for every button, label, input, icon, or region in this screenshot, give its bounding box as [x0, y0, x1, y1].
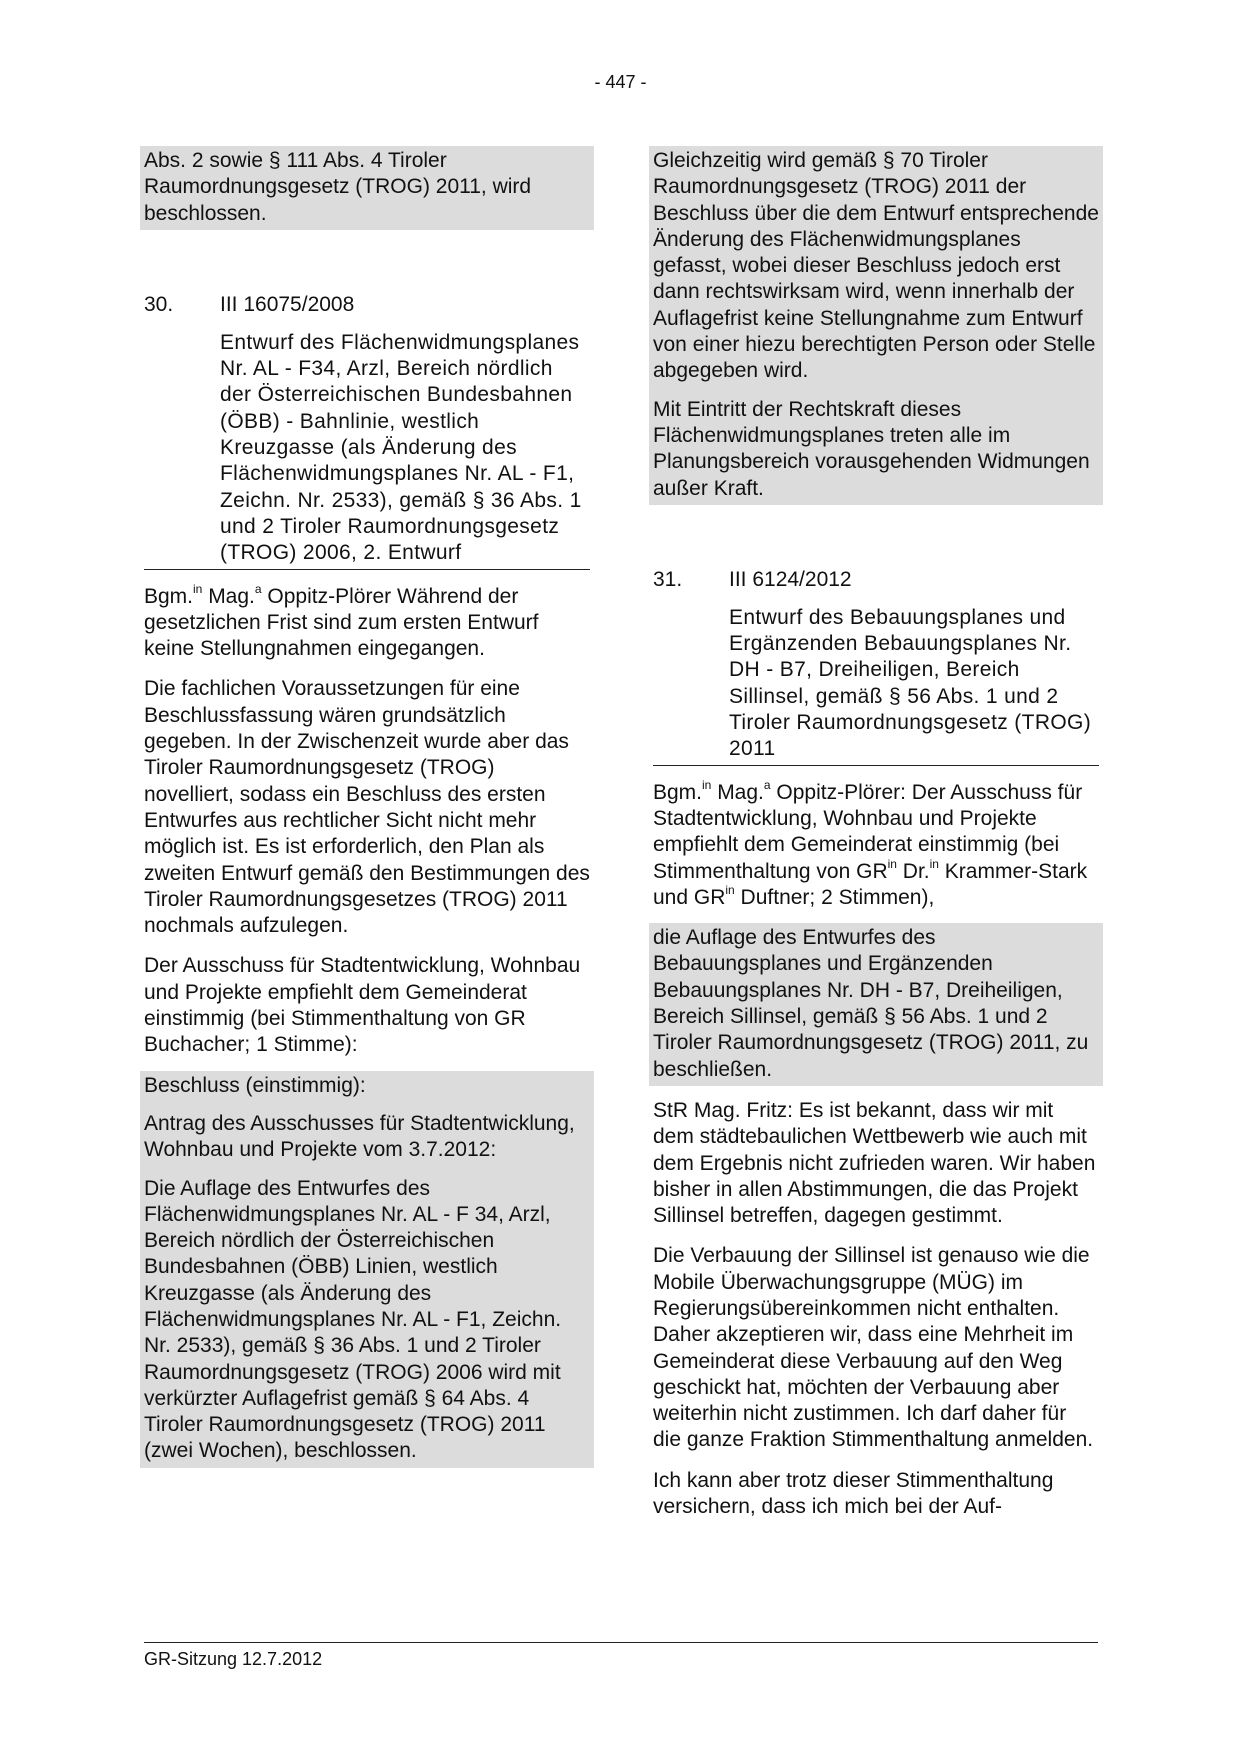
- body-paragraph: Ich kann aber trotz dieser Stimmenthaltung versichern, dass ich mich bei der Auf-: [653, 1468, 1054, 1519]
- resolution-motion: Antrag des Ausschusses für Stadtentwicklung, Wohnbau und Projekte vom 3.7.2012:: [144, 1111, 575, 1162]
- item-reference: III 6124/2012: [729, 567, 852, 591]
- motion-text: die Auflage des Entwurfes des Bebauungsplanes und Ergänzenden Bebauungsplanes Nr. DH - B7, Dreiheiligen, Bereich Sillinsel, gemäß § 56 Abs. 1 und 2 Tiroler Raumordnungsgesetz (TROG) 2011, zu beschließen.: [653, 926, 1089, 1081]
- intro-resolution-block: [140, 146, 594, 230]
- speaker-paragraph: Bgm.$^{in}$ Mag.$^a$ Oppitz-Plörer: Der Ausschuss für Stadtentwicklung, Wohnbau und Projekte empfiehlt dem Gemeinderat einstimmig (bei Stimmenthaltung von $GR^{in}$ Dr.$^{in}$ Krammer-Stark und $GR^{in}$ Duftner; 2 Stimmen),: [653, 777, 1088, 909]
- resolution-paragraph: Gleichzeitig wird gemäß § 70 Tiroler Raumordnungsgesetz (TROG) 2011 der Beschluss über die dem Entwurf entsprechende Änderung des Flächenwidmungsplanes gefasst, wobei dieser Beschluss jedoch erst dann rechtswirksam wird, wenn innerhalb der Auflagefrist keine Stellungnahme zum Entwurf von einer hiezu berechtigten Person oder Stelle abgegeben wird.: [653, 149, 1099, 383]
- item-number: 31.: [653, 567, 683, 591]
- item-number: 30.: [144, 292, 174, 316]
- resolution-title: Beschluss (einstimmig):: [144, 1073, 366, 1097]
- item-title: Entwurf des Flächenwidmungsplanes Nr. AL - F34, Arzl, Bereich nördlich der Österreichischen Bundesbahnen (ÖBB) - Bahnlinie, westlich Kreuzgasse (als Änderung des Flächenwidmungsplanes Nr. AL - F1, Zeichn. Nr. 2533), gemäß § 36 Abs. 1 und 2 Tiroler Raumordnungsgesetz (TROG) 2006, 2. Entwurf: [220, 330, 582, 565]
- speaker-paragraph: Bgm.$^{in}$ Mag.$^a$ Oppitz-Plörer Während der gesetzlichen Frist sind zum ersten Entwurf keine Stellungnahmen eingegangen.: [144, 581, 539, 661]
- motion-block: [649, 923, 1103, 1086]
- left-column: [144, 146, 590, 1468]
- right-column: [653, 146, 1099, 1520]
- body-paragraph: StR Mag. Fritz: Es ist bekannt, dass wir mit dem städtebaulichen Wettbewerb wie auch mit dem Ergebnis nicht zufrieden waren. Wir haben bisher in allen Abstimmungen, die das Projekt Sillinsel betreffen, dagegen gestimmt.: [653, 1098, 1096, 1228]
- agenda-item-30: [144, 292, 590, 570]
- intro-text: Abs. 2 sowie § 111 Abs. 4 Tiroler Raumordnungsgesetz (TROG) 2011, wird beschlossen.: [144, 149, 532, 225]
- body-paragraph: Die Verbauung der Sillinsel ist genauso wie die Mobile Überwachungsgruppe (MÜG) im Regierungsübereinkommen nicht enthalten. Daher akzeptieren wir, dass eine Mehrheit im Gemeinderat diese Verbauung auf den Weg geschickt hat, möchten der Verbauung aber weiterhin nicht zustimmen. Ich darf daher für die ganze Fraktion Stimmenthaltung anmelden.: [653, 1244, 1094, 1452]
- item-title: Entwurf des Bebauungsplanes und Ergänzenden Bebauungsplanes Nr. DH - B7, Dreiheiligen, Bereich Sillinsel, gemäß § 56 Abs. 1 und 2 Tiroler Raumordnungsgesetz (TROG) 2011: [729, 605, 1092, 761]
- resolution-continuation-block: [649, 146, 1103, 505]
- page-footer: GR-Sitzung 12.7.2012: [144, 1642, 1098, 1670]
- page-number: - 447 -: [594, 72, 647, 92]
- body-paragraph: Die fachlichen Voraussetzungen für eine Beschlussfassung wären grundsätzlich gegeben. In der Zwischenzeit wurde aber das Tiroler Raumordnungsgesetz (TROG) novelliert, sodass ein Beschluss des ersten Entwurfes aus rechtlicher Sicht nicht mehr möglich ist. Es ist erforderlich, den Plan als zweiten Entwurf gemäß den Bestimmungen des Tiroler Raumordnungsgesetzes (TROG) 2011 nochmals aufzulegen.: [144, 677, 590, 938]
- resolution-block: [140, 1071, 594, 1468]
- agenda-item-31: [653, 567, 1099, 766]
- item-reference: III 16075/2008: [220, 292, 355, 316]
- resolution-text: Die Auflage des Entwurfes des Flächenwidmungsplanes Nr. AL - F 34, Arzl, Bereich nördlich der Österreichischen Bundesbahnen (ÖBB) Linien, westlich Kreuzgasse (als Änderung des Flächenwidmungsplanes Nr. AL - F1, Zeichn. Nr. 2533), gemäß § 36 Abs. 1 und 2 Tiroler Raumordnungsgesetz (TROG) 2006 wird mit verkürzter Auflagefrist gemäß § 64 Abs. 4 Tiroler Raumordnungsgesetz (TROG) 2011 (zwei Wochen), beschlossen.: [144, 1176, 562, 1463]
- resolution-paragraph: Mit Eintritt der Rechtskraft dieses Flächenwidmungsplanes treten alle im Planungsbereich vorausgehenden Widmungen außer Kraft.: [653, 397, 1090, 500]
- body-paragraph: Der Ausschuss für Stadtentwicklung, Wohnbau und Projekte empfiehlt dem Gemeinderat einstimmig (bei Stimmenthaltung von GR Buchacher; 1 Stimme):: [144, 954, 581, 1057]
